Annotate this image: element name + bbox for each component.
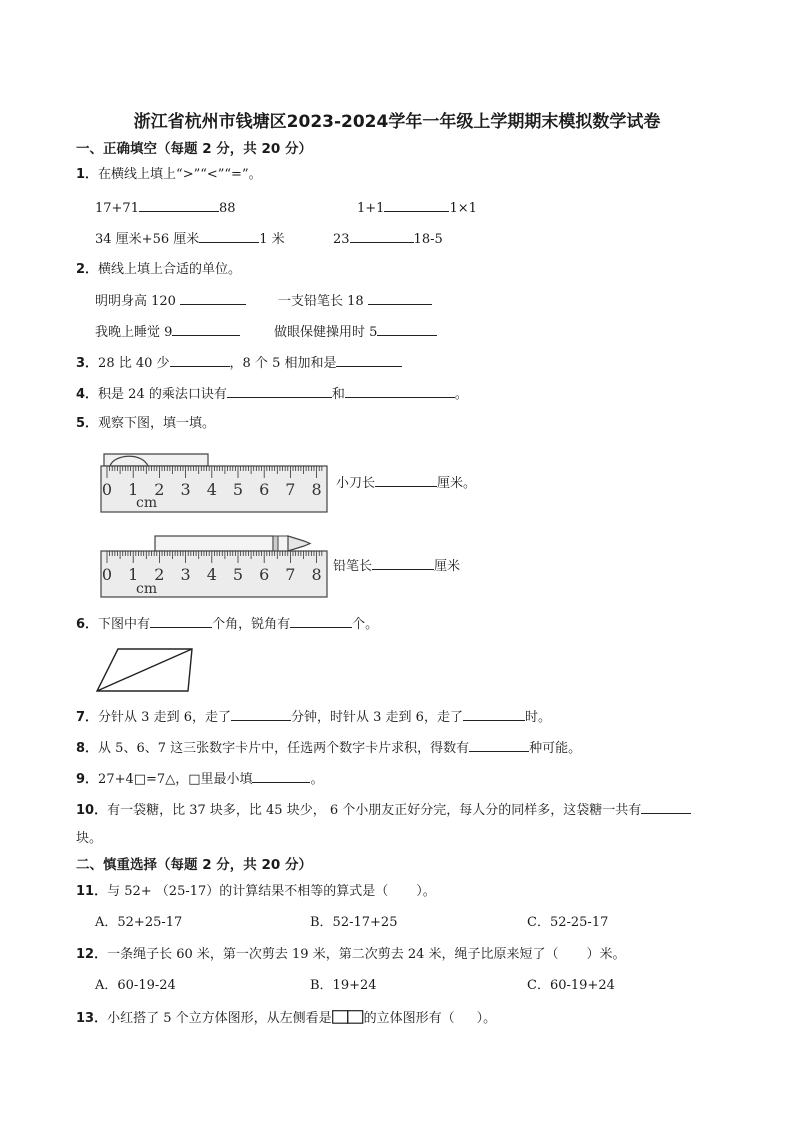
answer-blank[interactable]: [463, 708, 525, 721]
question-text: 做眼保健操用时 5: [274, 325, 378, 340]
question-13: [76, 1010, 496, 1027]
answer-blank[interactable]: [345, 385, 455, 398]
ruler-digit: 6: [259, 565, 270, 584]
q2-item-b: [278, 292, 432, 310]
q2-item-d: [274, 323, 437, 341]
question-text: 一条绳子长 60 米，第一次剪去 19 米，第二次剪去 24 米，绳子比原来短了（: [107, 947, 559, 962]
ruler-digit: 2: [154, 565, 165, 584]
answer-blank[interactable]: [290, 615, 352, 628]
expression: 1 米: [259, 232, 285, 247]
q11-option-a[interactable]: A．52+25-17: [95, 915, 183, 930]
answer-blank[interactable]: [377, 323, 437, 336]
ruler-digit: 8: [311, 480, 322, 499]
ruler-digit: 3: [180, 480, 191, 499]
question-2-stem: [76, 262, 241, 278]
answer-blank[interactable]: [231, 708, 291, 721]
question-text: 。: [454, 387, 468, 402]
question-text: 个角，锐角有: [212, 617, 291, 632]
question-text: 厘米。: [437, 476, 477, 491]
q1-item-c: [95, 230, 285, 248]
question-text: 种可能。: [529, 741, 582, 756]
question-text: 横线上填上合适的单位。: [98, 262, 242, 277]
question-text: 明明身高 120: [95, 294, 176, 309]
ruler-digits: [102, 565, 322, 584]
question-text: 的立体图形有（: [363, 1011, 455, 1026]
q5-knife-answer: [336, 474, 476, 492]
question-number: 9．: [76, 772, 99, 787]
question-text: 观察下图，填一填。: [98, 416, 216, 431]
pencil-ruler-figure: [100, 533, 332, 599]
answer-blank[interactable]: [384, 199, 449, 212]
question-6: [76, 615, 378, 633]
question-1-stem: [76, 167, 262, 183]
ruler-digit: 0: [101, 565, 113, 584]
ruler-digit: 8: [311, 565, 322, 584]
q12-option-b[interactable]: B．19+24: [310, 978, 377, 993]
knife-icon: [104, 454, 208, 466]
question-4: [76, 385, 468, 403]
ruler-digit: 7: [285, 565, 296, 584]
question-text: 。: [310, 772, 324, 787]
question-number: 4．: [76, 387, 99, 402]
answer-blank[interactable]: [368, 292, 432, 305]
question-text: ，8 个 5 相加和是: [229, 356, 337, 371]
question-10-cont: 块。: [76, 831, 103, 846]
question-number: 10．: [76, 803, 108, 818]
question-text: 从 5、6、7 这三张数字卡片中，任选两个数字卡片求积，得数有: [98, 741, 470, 756]
question-text: 在横线上填上“>”“<”“=”。: [98, 167, 262, 182]
expression: 17+71: [95, 201, 139, 216]
question-number: 12．: [76, 947, 108, 962]
question-number: 13．: [76, 1011, 108, 1026]
q1-item-a: [95, 199, 236, 217]
q11-option-b[interactable]: B．52-17+25: [310, 915, 398, 930]
question-12-stem: [76, 947, 626, 963]
question-text: 铅笔长: [333, 559, 373, 574]
ruler-digit: 1: [128, 480, 139, 499]
question-text: ）。: [476, 1011, 497, 1026]
answer-blank[interactable]: [172, 323, 240, 336]
answer-blank[interactable]: [170, 354, 230, 367]
diagonal-line: [97, 649, 192, 691]
expression: 23: [333, 232, 350, 247]
q5-pencil-answer: [333, 557, 460, 575]
ruler-unit-label: cm: [136, 581, 158, 597]
ruler-digit: 5: [232, 565, 244, 584]
ruler-digit: 4: [206, 565, 217, 584]
question-text: 分针从 3 走到 6，走了: [98, 710, 231, 725]
q2-item-a: [95, 292, 246, 310]
question-9: [76, 770, 324, 788]
question-10: [76, 801, 691, 819]
question-number: 7．: [76, 710, 99, 725]
question-text: ）米。: [586, 947, 626, 962]
question-text: 小红搭了 5 个立方体图形，从左侧看是: [107, 1011, 332, 1026]
pencil-icon: [155, 536, 310, 551]
answer-blank[interactable]: [350, 230, 414, 243]
ruler-digit: 5: [232, 480, 244, 499]
ruler-digit: 7: [285, 480, 296, 499]
question-11-stem: [76, 884, 436, 900]
question-number: 6．: [76, 617, 99, 632]
q1-item-d: [333, 230, 443, 248]
parallelogram-figure: [95, 647, 195, 695]
question-3: [76, 354, 402, 372]
expression: 34 厘米+56 厘米: [95, 232, 200, 247]
question-5-stem: [76, 416, 215, 432]
expression: 88: [218, 201, 236, 216]
question-text: 小刀长: [336, 476, 376, 491]
answer-blank[interactable]: [372, 557, 434, 570]
question-text: 一支铅笔长 18: [278, 294, 364, 309]
question-text: 个。: [352, 617, 379, 632]
question-text: 积是 24 的乘法口诀有: [98, 387, 227, 402]
q12-option-a[interactable]: A．60-19-24: [95, 978, 176, 993]
answer-blank[interactable]: [150, 615, 212, 628]
question-text: 27+4□=7△，□里最小填: [98, 772, 253, 787]
question-number: 11．: [76, 884, 108, 899]
answer-blank[interactable]: [336, 354, 402, 367]
ruler-digit: 1: [128, 565, 139, 584]
question-text: 时。: [524, 710, 551, 725]
two-squares-view-icon: [332, 1010, 364, 1024]
question-text: ）。: [416, 884, 436, 899]
q12-option-c[interactable]: C．60-19+24: [527, 978, 615, 993]
q2-item-c: [95, 323, 240, 341]
question-text: 下图中有: [98, 617, 151, 632]
answer-blank[interactable]: [180, 292, 246, 305]
ruler-digit: 6: [259, 480, 270, 499]
answer-blank[interactable]: [227, 385, 332, 398]
expression: 1×1: [449, 201, 477, 216]
question-text: 和: [331, 387, 345, 402]
knife-ruler-figure: [100, 450, 332, 514]
question-text: 28 比 40 少: [98, 356, 170, 371]
ruler-digit: 0: [101, 480, 113, 499]
expression: 1+1: [357, 201, 385, 216]
ruler-digit: 2: [154, 480, 165, 499]
ruler-digits: [102, 480, 322, 499]
section-2-header: 二、慎重选择（每题 2 分，共 20 分）: [76, 857, 312, 873]
question-number: 2．: [76, 262, 99, 277]
q1-item-b: [357, 199, 477, 217]
question-7: [76, 708, 551, 726]
question-number: 1．: [76, 167, 99, 182]
expression: 18-5: [413, 232, 443, 247]
question-text: 厘米: [434, 559, 461, 574]
section-1-header: 一、正确填空（每题 2 分，共 20 分）: [76, 141, 312, 157]
ruler-digit: 4: [206, 480, 217, 499]
question-text: 有一袋糖，比 37 块多，比 45 块少， 6 个小朋友正好分完，每人分的同样多，这袋糖一共有: [107, 803, 642, 818]
question-8: [76, 739, 581, 757]
question-text: 分钟，时针从 3 走到 6，走了: [291, 710, 463, 725]
answer-blank[interactable]: [469, 739, 529, 752]
answer-blank[interactable]: [252, 770, 310, 783]
answer-blank[interactable]: [375, 474, 437, 487]
answer-blank[interactable]: [139, 199, 219, 212]
q11-option-c[interactable]: C．52-25-17: [527, 915, 609, 930]
question-text: 与 52+ （25-17）的计算结果不相等的算式是（: [107, 884, 389, 899]
question-number: 5．: [76, 416, 99, 431]
answer-blank[interactable]: [199, 230, 259, 243]
question-number: 3．: [76, 356, 99, 371]
page-title: 浙江省杭州市钱塘区2023-2024学年一年级上学期期末模拟数学试卷: [133, 112, 661, 132]
ruler-digit: 3: [180, 565, 191, 584]
question-text: 我晚上睡觉 9: [95, 325, 173, 340]
ruler-unit-label: cm: [136, 495, 158, 511]
question-number: 8．: [76, 741, 99, 756]
answer-blank[interactable]: [641, 801, 691, 814]
